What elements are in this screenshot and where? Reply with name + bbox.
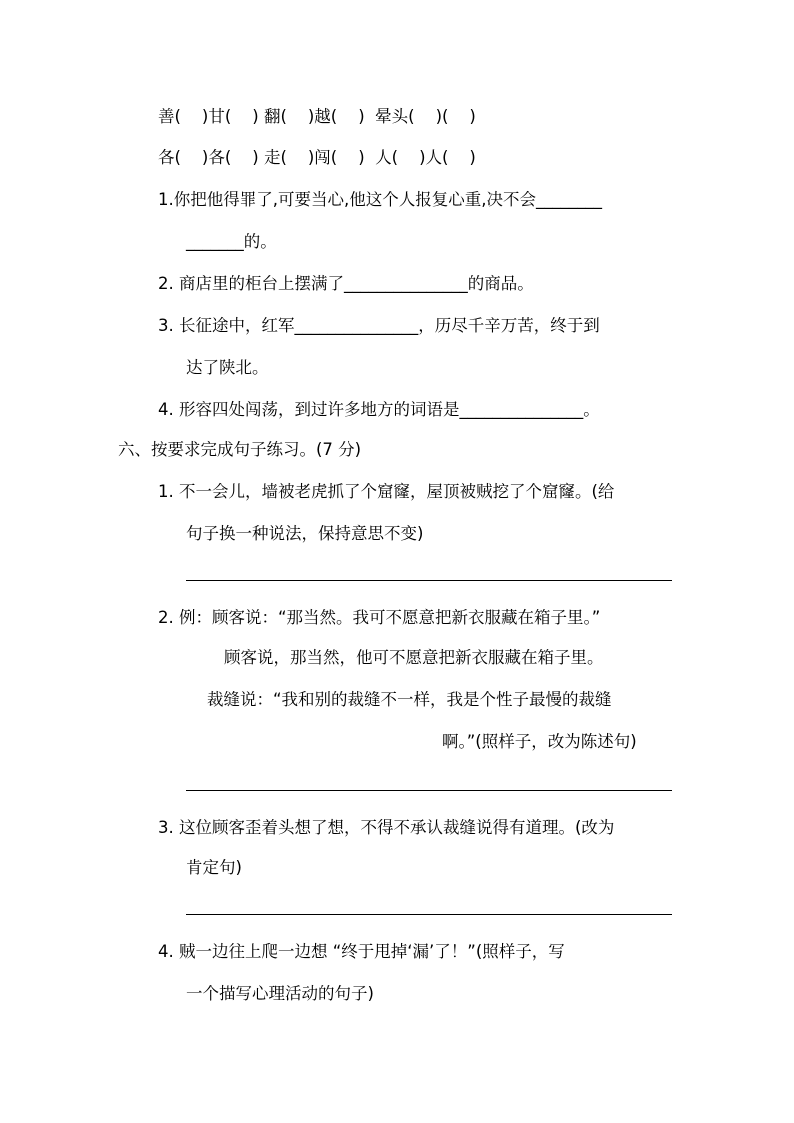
q2-line-2: 顾客说，那当然，他可不愿意把新衣服藏在箱子里。 (224, 648, 604, 667)
idiom-row-1: 善( )甘( ) 翻( )越( ) 晕头( )( ) (158, 107, 476, 126)
q1-line-2: 句子换一种说法，保持意思不变) (186, 524, 424, 543)
q2-line-4: 啊。”(照样子，改为陈述句) (442, 732, 637, 751)
fill-blank-2: 2. 商店里的柜台上摆满了_______________的商品。 (158, 274, 534, 293)
idiom-row-2: 各( )各( ) 走( )闯( ) 人( )人( ) (158, 148, 476, 167)
q4-line-1: 4. 贼一边往上爬一边想 “终于甩掉‘漏’了！”(照样子，写 (158, 942, 565, 961)
q1-answer-line[interactable] (186, 580, 672, 581)
q4-line-2: 一个描写心理活动的句子) (186, 984, 374, 1003)
fill-blank-4: 4. 形容四处闯荡，到过许多地方的词语是_______________。 (158, 400, 600, 419)
section-6-heading: 六、按要求完成句子练习。(7 分) (118, 440, 362, 459)
q3-line-2: 肯定句) (186, 858, 242, 877)
q2-line-3: 裁缝说：“我和别的裁缝不一样，我是个性子最慢的裁缝 (207, 690, 612, 709)
fill-blank-1-line-1: 1.你把他得罪了,可要当心,他这个人报复心重,决不会________ (158, 190, 602, 209)
q2-answer-line[interactable] (186, 790, 672, 791)
q1-line-1: 1. 不一会儿，墙被老虎抓了个窟窿，屋顶被贼挖了个窟窿。(给 (158, 482, 615, 501)
q2-line-1: 2. 例：顾客说：“那当然。我可不愿意把新衣服藏在箱子里。” (158, 608, 601, 627)
q3-answer-line[interactable] (186, 914, 672, 915)
q3-line-1: 3. 这位顾客歪着头想了想，不得不承认裁缝说得有道理。(改为 (158, 818, 615, 837)
fill-blank-1-line-2: _______的。 (186, 232, 277, 251)
fill-blank-3-line-1: 3. 长征途中，红军_______________，历尽千辛万苦，终于到 (158, 316, 600, 335)
fill-blank-3-line-2: 达了陕北。 (186, 358, 269, 377)
